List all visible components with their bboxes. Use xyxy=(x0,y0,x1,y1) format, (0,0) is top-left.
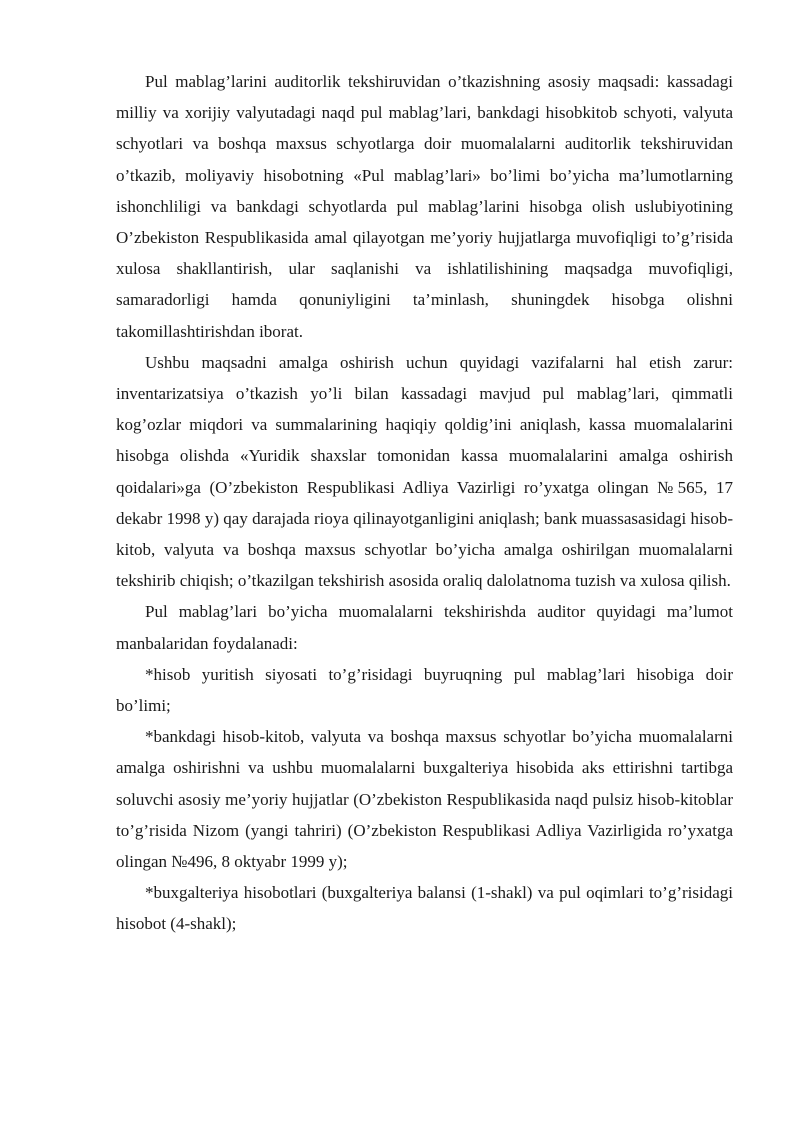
list-item-financial-statements: *buxgalteriya hisobotlari (buxgalteriya balansi (1-shakl) va pul oqimlari to’g’risidagi hisobot (4-shakl); xyxy=(116,883,733,934)
list-item-accounting-policy: *hisob yuritish siyosati to’g’risidagi buyruqning pul mablag’lari hisobiga doir bo’limi; xyxy=(116,664,733,716)
document-page xyxy=(116,66,733,940)
paragraph-audit-tasks: Ushbu maqsadni amalga oshirish uchun quyidagi vazifalarni hal etish zarur: inventarizatsiya o’tkazish yo’li bilan kassadagi mavjud pul mablag’lari, qimmatli kog’ozlar miqdori va summalarining haqiqiy qoldig’ini aniqlash, kassa muomalalarini hisobga olishda «Yuridik shaxslar tomonidan kassa muomalalarini amalga oshirish qoidalari»ga (O’zbekiston Respublikasi Adliya Vazirligi ro’yxatga olingan №565, 17 dekabr 1998 y) qay darajada rioya qilinayotganligini aniqlash; bank muassasasidagi hisob-kitob, valyuta va boshqa maxsus schyotlar bo’yicha amalga oshirilgan muomalalarni tekshirib chiqish; o’tkazilgan tekshirish asosida oraliq dalolatnoma tuzish va xulosa qilish. xyxy=(116,352,733,591)
paragraph-audit-goal: Pul mablag’larini auditorlik tekshiruvidan o’tkazishning asosiy maqsadi: kassadagi milliy va xorijiy valyutadagi naqd pul mablag’lari, bankdagi hisobkitob schyoti, valyuta schyotlari va boshqa maxsus schyotlarga doir muomalalarni auditorlik tekshiruvidan o’tkazib, moliyaviy hisobotning «Pul mablag’lari» bo’limi bo’yicha ma’lumotlarning ishonchliligi va bankdagi schyotlarda pul mablag’larini hisobga olish uslubiyotining O’zbekiston Respublikasida amal qilayotgan me’yoriy hujjatlarga muvofiqligi to’g’risida xulosa shakllantirish, ular saqlanishi va ishlatilishining maqsadga muvofiqligi, samaradorligi hamda qonuniyligini ta’minlash, shuningdek hisobga olishni takomillashtirishdan iborat. xyxy=(116,72,733,341)
list-item-regulatory-documents: *bankdagi hisob-kitob, valyuta va boshqa maxsus schyotlar bo’yicha muomalalarni amalga oshirishni va ushbu muomalalarni buxgalteriya hisobida aks ettirishni tartibga soluvchi asosiy me’yoriy hujjatlar (O’zbekiston Respublikasida naqd pulsiz hisob-kitoblar to’g’risida Nizom (yangi tahriri) (O’zbekiston Respublikasi Adliya Vazirligida ro’yxatga olingan №496, 8 oktyabr 1999 y); xyxy=(116,727,733,872)
paragraph-information-sources: Pul mablag’lari bo’yicha muomalalarni tekshirishda auditor quyidagi ma’lumot manbalaridan foydalanadi: xyxy=(116,602,733,653)
